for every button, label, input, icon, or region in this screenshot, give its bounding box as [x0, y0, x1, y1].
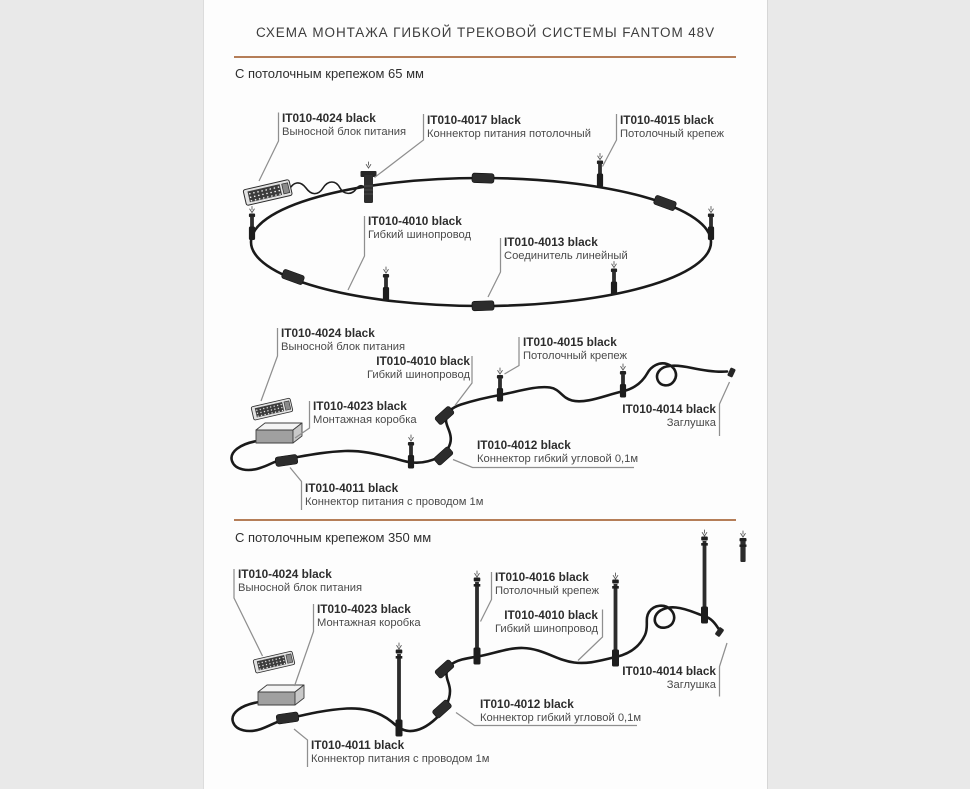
- label-d1-4013: [504, 236, 628, 263]
- ceiling-mount-icon: [611, 262, 617, 296]
- part-name: Потолочный крепеж: [620, 127, 725, 140]
- part-name: Заглушка: [666, 416, 716, 429]
- corner-connector-icon: [433, 446, 453, 466]
- linear-connector-icon: [653, 195, 677, 211]
- part-code: IT010-4016 black: [495, 570, 589, 584]
- ceiling-mount-icon: [597, 154, 603, 188]
- flex-track-ring: [251, 178, 711, 306]
- ceiling-mount-icon: [620, 364, 626, 398]
- power-supply-icon: [253, 651, 295, 673]
- part-code: IT010-4013 black: [504, 235, 598, 249]
- part-code: IT010-4011 black: [311, 738, 405, 752]
- part-name: Коннектор питания с проводом 1м: [305, 495, 484, 508]
- part-code: IT010-4010 black: [368, 214, 462, 228]
- ceiling-mount-long-icon: [612, 573, 619, 667]
- part-code: IT010-4014 black: [622, 402, 716, 416]
- part-name: Коннектор питания потолочный: [427, 127, 591, 140]
- power-connector-icon: [276, 712, 299, 724]
- part-name: Соединитель линейный: [504, 249, 628, 262]
- diagram-wave-350: [233, 530, 747, 767]
- label-d3-4016: [495, 571, 599, 598]
- part-name: Выносной блок питания: [238, 581, 363, 594]
- power-supply-icon: [251, 398, 293, 420]
- label-d1-4024: [282, 112, 406, 139]
- ceiling-mount-icon: [708, 207, 714, 241]
- end-cap-icon: [715, 627, 725, 638]
- part-code: IT010-4012 black: [477, 438, 571, 452]
- part-name: Монтажная коробка: [317, 616, 421, 629]
- part-code: IT010-4023 black: [313, 399, 407, 413]
- part-code: IT010-4011 black: [305, 481, 399, 495]
- ceiling-mount-long-icon: [701, 530, 708, 624]
- label-d3-4012: [480, 698, 641, 725]
- section2-heading: С потолочным крепежом 350 мм: [235, 530, 432, 545]
- section1-heading: С потолочным крепежом 65 мм: [235, 66, 424, 81]
- label-d1-4010: [368, 215, 471, 242]
- page-title: СХЕМА МОНТАЖА ГИБКОЙ ТРЕКОВОЙ СИСТЕМЫ FANTOM 48V: [256, 25, 715, 40]
- part-code: IT010-4015 black: [523, 335, 617, 349]
- label-d3-4010: [458, 609, 598, 636]
- mounting-box-icon: [256, 423, 302, 443]
- part-code: IT010-4017 black: [427, 113, 521, 127]
- part-code: IT010-4012 black: [480, 697, 574, 711]
- part-name: Гибкий шинопровод: [368, 228, 472, 241]
- part-name: Коннектор гибкий угловой 0,1м: [480, 711, 642, 724]
- label-d2-4014: [576, 403, 716, 430]
- label-d2-4024: [281, 327, 405, 354]
- diagram-ring-65: [243, 113, 714, 311]
- ceiling-mount-long-icon: [396, 643, 403, 737]
- part-name: Потолочный крепеж: [495, 584, 600, 597]
- ceiling-power-connector-icon: [361, 162, 377, 203]
- label-d2-4015: [523, 336, 627, 363]
- end-cap-icon: [727, 367, 736, 378]
- part-code: IT010-4024 black: [282, 111, 376, 125]
- part-name: Потолочный крепеж: [523, 349, 628, 362]
- label-d2-4011: [305, 482, 483, 509]
- power-supply-icon: [243, 179, 292, 205]
- corner-connector-icon: [434, 659, 454, 679]
- label-d3-4011: [311, 739, 489, 766]
- power-connector-icon: [275, 454, 298, 466]
- part-name: Монтажная коробка: [313, 413, 417, 426]
- label-d1-4015: [620, 114, 724, 141]
- label-d1-4017: [427, 114, 591, 141]
- ceiling-mount-icon: [249, 207, 255, 241]
- label-d3-4014: [576, 665, 716, 692]
- ceiling-mount-icon: [497, 368, 503, 402]
- ceiling-mount-icon: [383, 267, 389, 301]
- part-code: IT010-4014 black: [622, 664, 716, 678]
- part-name: Выносной блок питания: [282, 125, 407, 138]
- part-name: Выносной блок питания: [281, 340, 406, 353]
- ceiling-mount-icon: [740, 531, 747, 562]
- part-name: Гибкий шинопровод: [494, 622, 598, 635]
- mounting-box-icon: [258, 685, 304, 705]
- label-d3-4024: [238, 568, 362, 595]
- linear-connector-icon: [472, 173, 494, 183]
- label-d2-4010: [330, 355, 470, 382]
- part-code: IT010-4023 black: [317, 602, 411, 616]
- part-code: IT010-4010 black: [376, 354, 470, 368]
- part-code: IT010-4010 black: [504, 608, 598, 622]
- label-d2-4023: [313, 400, 417, 427]
- part-name: Гибкий шинопровод: [366, 368, 470, 381]
- label-d2-4012: [477, 439, 638, 466]
- part-name: Коннектор питания с проводом 1м: [311, 752, 490, 765]
- part-code: IT010-4024 black: [281, 326, 375, 340]
- ceiling-mount-icon: [408, 435, 414, 469]
- label-d3-4023: [317, 603, 421, 630]
- part-code: IT010-4015 black: [620, 113, 714, 127]
- linear-connector-icon: [281, 269, 305, 285]
- part-name: Коннектор гибкий угловой 0,1м: [477, 452, 639, 465]
- linear-connector-icon: [472, 301, 494, 311]
- part-code: IT010-4024 black: [238, 567, 332, 581]
- part-name: Заглушка: [666, 678, 716, 691]
